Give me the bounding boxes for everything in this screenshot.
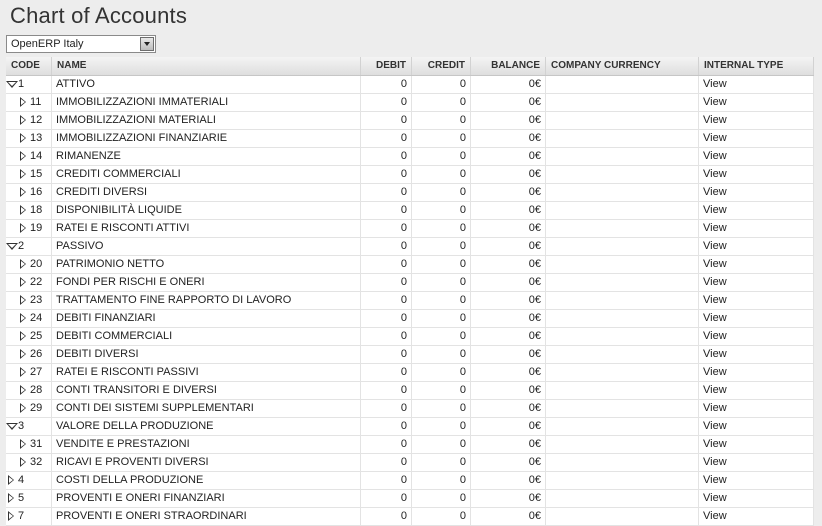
account-company-currency (546, 418, 699, 435)
account-debit: 0 (361, 382, 412, 399)
account-internal-type: View (699, 112, 814, 129)
expand-triangle-right-icon[interactable] (6, 508, 18, 524)
account-name: CONTI TRANSITORI E DIVERSI (52, 382, 361, 399)
account-code-cell (6, 202, 52, 219)
account-debit: 0 (361, 472, 412, 489)
account-internal-type: View (699, 184, 814, 201)
account-name: VALORE DELLA PRODUZIONE (52, 418, 361, 435)
account-name: RATEI E RISCONTI PASSIVI (52, 364, 361, 381)
account-debit: 0 (361, 130, 412, 147)
table-row[interactable] (6, 238, 814, 256)
account-credit: 0 (412, 184, 471, 201)
account-credit: 0 (412, 364, 471, 381)
account-internal-type: View (699, 310, 814, 327)
account-balance: 0€ (471, 112, 546, 129)
account-internal-type: View (699, 346, 814, 363)
account-company-currency (546, 112, 699, 129)
account-credit: 0 (412, 328, 471, 345)
account-code-cell (6, 400, 52, 417)
expand-triangle-right-icon[interactable] (18, 436, 30, 452)
account-internal-type: View (699, 364, 814, 381)
account-credit: 0 (412, 292, 471, 309)
account-balance: 0€ (471, 148, 546, 165)
account-name: IMMOBILIZZAZIONI FINANZIARIE (52, 130, 361, 147)
account-balance: 0€ (471, 184, 546, 201)
accounts-grid (6, 57, 814, 526)
account-name: DEBITI COMMERCIALI (52, 328, 361, 345)
expand-triangle-right-icon[interactable] (18, 202, 30, 218)
account-balance: 0€ (471, 76, 546, 93)
account-company-currency (546, 310, 699, 327)
grid-body (6, 76, 814, 526)
account-internal-type: View (699, 400, 814, 417)
table-row[interactable] (6, 454, 814, 472)
table-row[interactable] (6, 112, 814, 130)
account-credit: 0 (412, 130, 471, 147)
column-header-internal-type[interactable]: INTERNAL TYPE (699, 57, 814, 75)
account-code-cell (6, 130, 52, 147)
expand-triangle-right-icon[interactable] (18, 328, 30, 344)
account-name: RICAVI E PROVENTI DIVERSI (52, 454, 361, 471)
expand-triangle-right-icon[interactable] (18, 112, 30, 128)
account-code: 20 (30, 258, 43, 270)
account-code-cell (6, 436, 52, 453)
account-debit: 0 (361, 274, 412, 291)
account-company-currency (546, 184, 699, 201)
account-balance: 0€ (471, 508, 546, 525)
account-company-currency (546, 364, 699, 381)
account-name: RIMANENZE (52, 148, 361, 165)
account-code-cell (6, 490, 52, 507)
table-row[interactable] (6, 94, 814, 112)
account-credit: 0 (412, 202, 471, 219)
expand-triangle-right-icon[interactable] (18, 382, 30, 398)
account-code-cell (6, 112, 52, 129)
account-name: PASSIVO (52, 238, 361, 255)
account-code-cell (6, 238, 52, 255)
table-row[interactable] (6, 130, 814, 148)
account-internal-type: View (699, 508, 814, 525)
expand-triangle-right-icon[interactable] (18, 184, 30, 200)
account-internal-type: View (699, 418, 814, 435)
account-debit: 0 (361, 508, 412, 525)
account-code: 13 (30, 132, 43, 144)
account-code: 3 (18, 420, 25, 432)
table-row[interactable] (6, 364, 814, 382)
account-code: 24 (30, 312, 43, 324)
table-row[interactable] (6, 436, 814, 454)
expand-triangle-down-icon[interactable] (6, 76, 18, 92)
account-credit: 0 (412, 112, 471, 129)
account-company-currency (546, 130, 699, 147)
account-company-currency (546, 436, 699, 453)
account-name: PROVENTI E ONERI FINANZIARI (52, 490, 361, 507)
account-name: DEBITI FINANZIARI (52, 310, 361, 327)
account-code-cell (6, 310, 52, 327)
account-code-cell (6, 328, 52, 345)
account-credit: 0 (412, 166, 471, 183)
account-internal-type: View (699, 220, 814, 237)
expand-triangle-right-icon[interactable] (18, 400, 30, 416)
account-company-currency (546, 238, 699, 255)
account-name: VENDITE E PRESTAZIONI (52, 436, 361, 453)
table-row[interactable] (6, 202, 814, 220)
account-company-currency (546, 256, 699, 273)
account-name: ATTIVO (52, 76, 361, 93)
account-code-cell (6, 472, 52, 489)
account-debit: 0 (361, 202, 412, 219)
expand-triangle-right-icon[interactable] (18, 454, 30, 470)
account-credit: 0 (412, 418, 471, 435)
grid-header (6, 57, 814, 76)
account-debit: 0 (361, 292, 412, 309)
account-company-currency (546, 400, 699, 417)
expand-triangle-right-icon[interactable] (18, 310, 30, 326)
account-company-currency (546, 202, 699, 219)
account-credit: 0 (412, 76, 471, 93)
account-balance: 0€ (471, 490, 546, 507)
account-code: 18 (30, 204, 43, 216)
account-name: CONTI DEI SISTEMI SUPPLEMENTARI (52, 400, 361, 417)
table-row[interactable] (6, 382, 814, 400)
account-name: PROVENTI E ONERI STRAORDINARI (52, 508, 361, 525)
account-code: 32 (30, 456, 43, 468)
account-internal-type: View (699, 328, 814, 345)
expand-triangle-right-icon[interactable] (18, 166, 30, 182)
account-name: RATEI E RISCONTI ATTIVI (52, 220, 361, 237)
account-company-currency (546, 346, 699, 363)
account-balance: 0€ (471, 202, 546, 219)
account-balance: 0€ (471, 166, 546, 183)
account-code-cell (6, 364, 52, 381)
expand-triangle-right-icon[interactable] (6, 490, 18, 506)
account-debit: 0 (361, 328, 412, 345)
account-company-currency (546, 472, 699, 489)
account-company-currency (546, 94, 699, 111)
table-row[interactable] (6, 472, 814, 490)
account-company-currency (546, 166, 699, 183)
account-code-cell (6, 418, 52, 435)
account-code-cell (6, 256, 52, 273)
table-row[interactable] (6, 328, 814, 346)
account-balance: 0€ (471, 274, 546, 291)
account-code: 12 (30, 114, 43, 126)
account-debit: 0 (361, 310, 412, 327)
account-debit: 0 (361, 76, 412, 93)
account-debit: 0 (361, 220, 412, 237)
account-internal-type: View (699, 274, 814, 291)
account-company-currency (546, 274, 699, 291)
account-code: 31 (30, 438, 43, 450)
account-credit: 0 (412, 436, 471, 453)
account-name: IMMOBILIZZAZIONI IMMATERIALI (52, 94, 361, 111)
account-code: 25 (30, 330, 43, 342)
account-internal-type: View (699, 382, 814, 399)
account-code: 1 (18, 78, 25, 90)
account-code-cell (6, 220, 52, 237)
account-credit: 0 (412, 346, 471, 363)
account-code-cell (6, 148, 52, 165)
account-debit: 0 (361, 490, 412, 507)
account-code: 4 (18, 474, 25, 486)
account-internal-type: View (699, 148, 814, 165)
account-code: 15 (30, 168, 43, 180)
account-credit: 0 (412, 310, 471, 327)
table-row[interactable] (6, 310, 814, 328)
table-row[interactable] (6, 490, 814, 508)
table-row[interactable] (6, 400, 814, 418)
account-credit: 0 (412, 382, 471, 399)
account-code: 16 (30, 186, 43, 198)
table-row[interactable] (6, 256, 814, 274)
account-debit: 0 (361, 184, 412, 201)
account-debit: 0 (361, 148, 412, 165)
account-code-cell (6, 274, 52, 291)
account-balance: 0€ (471, 220, 546, 237)
account-debit: 0 (361, 400, 412, 417)
account-company-currency (546, 328, 699, 345)
account-debit: 0 (361, 112, 412, 129)
account-balance: 0€ (471, 400, 546, 417)
expand-triangle-right-icon[interactable] (18, 256, 30, 272)
page-title: Chart of Accounts (10, 3, 188, 28)
account-code: 5 (18, 492, 25, 504)
account-debit: 0 (361, 418, 412, 435)
account-balance: 0€ (471, 310, 546, 327)
account-balance: 0€ (471, 436, 546, 453)
table-row[interactable] (6, 508, 814, 526)
account-company-currency (546, 454, 699, 471)
account-debit: 0 (361, 238, 412, 255)
account-code: 7 (18, 510, 25, 522)
account-balance: 0€ (471, 328, 546, 345)
column-header-credit[interactable]: CREDIT (412, 57, 471, 75)
account-internal-type: View (699, 202, 814, 219)
account-debit: 0 (361, 166, 412, 183)
account-credit: 0 (412, 94, 471, 111)
account-code: 11 (30, 96, 42, 108)
account-code: 14 (30, 150, 43, 162)
expand-triangle-right-icon[interactable] (18, 346, 30, 362)
column-header-debit[interactable]: DEBIT (361, 57, 412, 75)
account-balance: 0€ (471, 472, 546, 489)
account-credit: 0 (412, 274, 471, 291)
table-row[interactable] (6, 274, 814, 292)
account-credit: 0 (412, 148, 471, 165)
account-internal-type: View (699, 166, 814, 183)
account-credit: 0 (412, 400, 471, 417)
account-name: FONDI PER RISCHI E ONERI (52, 274, 361, 291)
account-code: 29 (30, 402, 43, 414)
account-code-cell (6, 346, 52, 363)
account-credit: 0 (412, 256, 471, 273)
account-code-cell (6, 76, 52, 93)
account-company-currency (546, 220, 699, 237)
account-internal-type: View (699, 130, 814, 147)
account-balance: 0€ (471, 382, 546, 399)
expand-triangle-down-icon[interactable] (6, 238, 18, 254)
expand-triangle-right-icon[interactable] (18, 94, 30, 110)
column-header-name[interactable]: NAME (52, 57, 361, 75)
account-debit: 0 (361, 94, 412, 111)
account-internal-type: View (699, 490, 814, 507)
account-balance: 0€ (471, 364, 546, 381)
account-internal-type: View (699, 454, 814, 471)
account-balance: 0€ (471, 292, 546, 309)
account-internal-type: View (699, 472, 814, 489)
account-balance: 0€ (471, 454, 546, 471)
account-code-cell (6, 382, 52, 399)
account-credit: 0 (412, 238, 471, 255)
account-name: DEBITI DIVERSI (52, 346, 361, 363)
account-internal-type: View (699, 256, 814, 273)
account-code: 27 (30, 366, 43, 378)
account-internal-type: View (699, 436, 814, 453)
account-balance: 0€ (471, 130, 546, 147)
account-balance: 0€ (471, 256, 546, 273)
expand-triangle-right-icon[interactable] (18, 292, 30, 308)
account-code: 26 (30, 348, 43, 360)
account-credit: 0 (412, 220, 471, 237)
account-internal-type: View (699, 94, 814, 111)
account-code-cell (6, 184, 52, 201)
expand-triangle-right-icon[interactable] (18, 274, 30, 290)
account-company-currency (546, 508, 699, 525)
account-code: 22 (30, 276, 43, 288)
account-code: 2 (18, 240, 25, 252)
account-credit: 0 (412, 490, 471, 507)
account-credit: 0 (412, 454, 471, 471)
account-debit: 0 (361, 346, 412, 363)
expand-triangle-right-icon[interactable] (18, 220, 30, 236)
table-row[interactable] (6, 166, 814, 184)
account-name: COSTI DELLA PRODUZIONE (52, 472, 361, 489)
expand-triangle-right-icon[interactable] (18, 148, 30, 164)
account-debit: 0 (361, 256, 412, 273)
account-name: PATRIMONIO NETTO (52, 256, 361, 273)
account-name: TRATTAMENTO FINE RAPPORTO DI LAVORO (52, 292, 361, 309)
table-row[interactable] (6, 292, 814, 310)
account-code-cell (6, 292, 52, 309)
account-code-cell (6, 454, 52, 471)
table-row[interactable] (6, 346, 814, 364)
column-header-code[interactable]: CODE (6, 57, 52, 75)
account-code-cell (6, 94, 52, 111)
account-company-currency (546, 76, 699, 93)
table-row[interactable] (6, 184, 814, 202)
expand-triangle-right-icon[interactable] (18, 130, 30, 146)
chart-select-value: OpenERP Italy (11, 38, 84, 50)
expand-triangle-down-icon[interactable] (6, 418, 18, 434)
account-internal-type: View (699, 292, 814, 309)
account-company-currency (546, 148, 699, 165)
expand-triangle-right-icon[interactable] (6, 472, 18, 488)
account-credit: 0 (412, 508, 471, 525)
account-company-currency (546, 382, 699, 399)
table-row[interactable] (6, 220, 814, 238)
account-code: 28 (30, 384, 43, 396)
table-row[interactable] (6, 148, 814, 166)
account-balance: 0€ (471, 238, 546, 255)
account-debit: 0 (361, 364, 412, 381)
account-code-cell (6, 508, 52, 525)
account-debit: 0 (361, 436, 412, 453)
account-name: DISPONIBILITÀ LIQUIDE (52, 202, 361, 219)
account-name: IMMOBILIZZAZIONI MATERIALI (52, 112, 361, 129)
table-row[interactable] (6, 76, 814, 94)
column-header-company-currency[interactable]: COMPANY CURRENCY (546, 57, 699, 75)
account-balance: 0€ (471, 418, 546, 435)
account-code: 19 (30, 222, 43, 234)
account-balance: 0€ (471, 346, 546, 363)
account-balance: 0€ (471, 94, 546, 111)
chart-of-accounts-select[interactable] (6, 35, 156, 53)
account-name: CREDITI DIVERSI (52, 184, 361, 201)
account-debit: 0 (361, 454, 412, 471)
account-name: CREDITI COMMERCIALI (52, 166, 361, 183)
expand-triangle-right-icon[interactable] (18, 364, 30, 380)
account-code: 23 (30, 294, 43, 306)
account-company-currency (546, 490, 699, 507)
account-code-cell (6, 166, 52, 183)
account-internal-type: View (699, 238, 814, 255)
account-company-currency (546, 292, 699, 309)
table-row[interactable] (6, 418, 814, 436)
account-internal-type: View (699, 76, 814, 93)
column-header-balance[interactable]: BALANCE (471, 57, 546, 75)
dropdown-arrow-icon[interactable] (140, 37, 154, 51)
account-credit: 0 (412, 472, 471, 489)
